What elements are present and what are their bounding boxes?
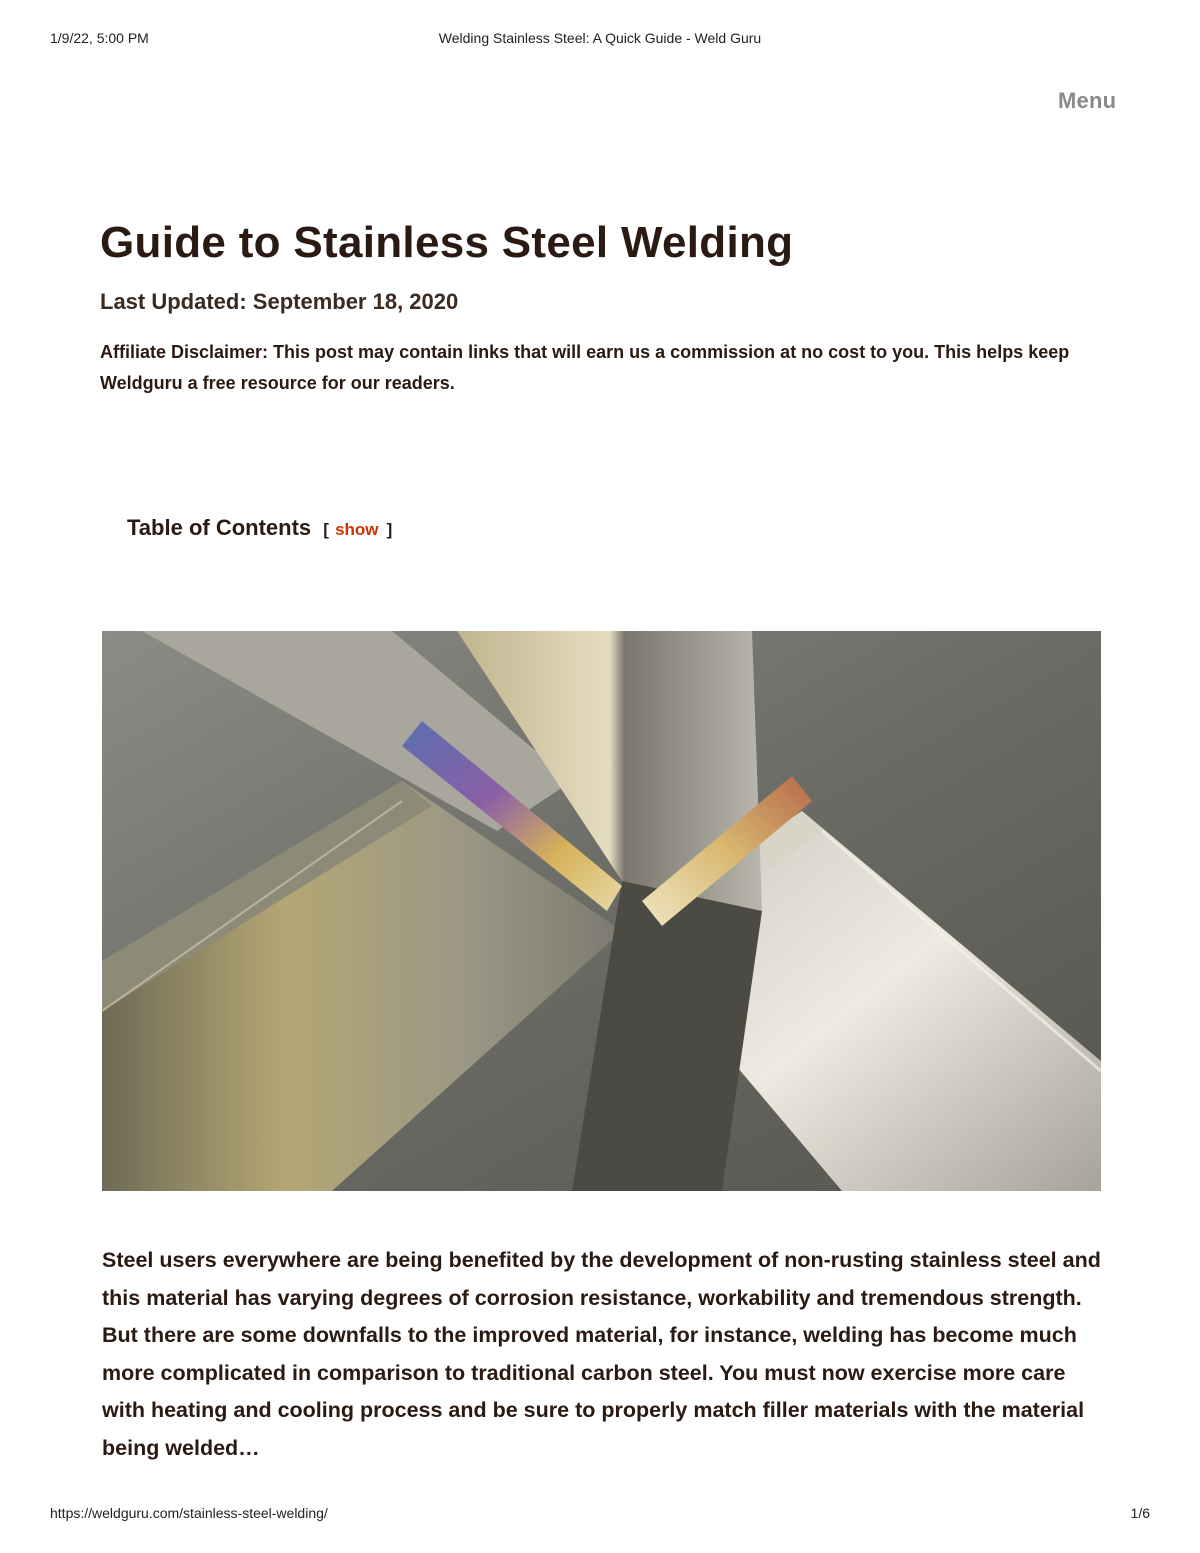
toc-open-bracket: [ <box>323 520 329 539</box>
print-page-number: 1/6 <box>1130 1505 1150 1521</box>
affiliate-disclaimer: Affiliate Disclaimer: This post may contain links that will earn us a commission at no cost to you. This helps keep Weldguru a free resource for our readers. <box>100 342 1070 393</box>
print-footer <box>50 1505 1150 1521</box>
toc-show-link[interactable]: show <box>335 520 379 539</box>
print-url[interactable]: https://weldguru.com/stainless-steel-welding/ <box>50 1505 328 1521</box>
print-header <box>50 30 1150 46</box>
print-datetime: 1/9/22, 5:00 PM <box>50 30 149 46</box>
intro-paragraph: Steel users everywhere are being benefited by the development of non-rusting stainless steel and this material has varying degrees of corrosion resistance, workability and tremendous strength. But there are some downfalls to the improved material, for instance, welding has become much more complicated in comparison to traditional carbon steel. You must now exercise more care with heating and cooling process and be sure to properly match filler materials with the material being welded… <box>102 1248 1101 1460</box>
toc-label: Table of Contents <box>127 515 312 540</box>
print-doc-title: Welding Stainless Steel: A Quick Guide - Weld Guru <box>438 30 762 46</box>
toc-close-bracket: ] <box>386 520 393 539</box>
table-of-contents <box>127 515 392 541</box>
page-title: Guide to Stainless Steel Welding <box>100 218 794 267</box>
last-updated: Last Updated: September 18, 2020 <box>100 289 459 314</box>
menu-button[interactable]: Menu <box>1058 88 1117 113</box>
welded-steel-photo <box>102 631 1101 1191</box>
hero-image-welded-joint <box>102 631 1101 1191</box>
